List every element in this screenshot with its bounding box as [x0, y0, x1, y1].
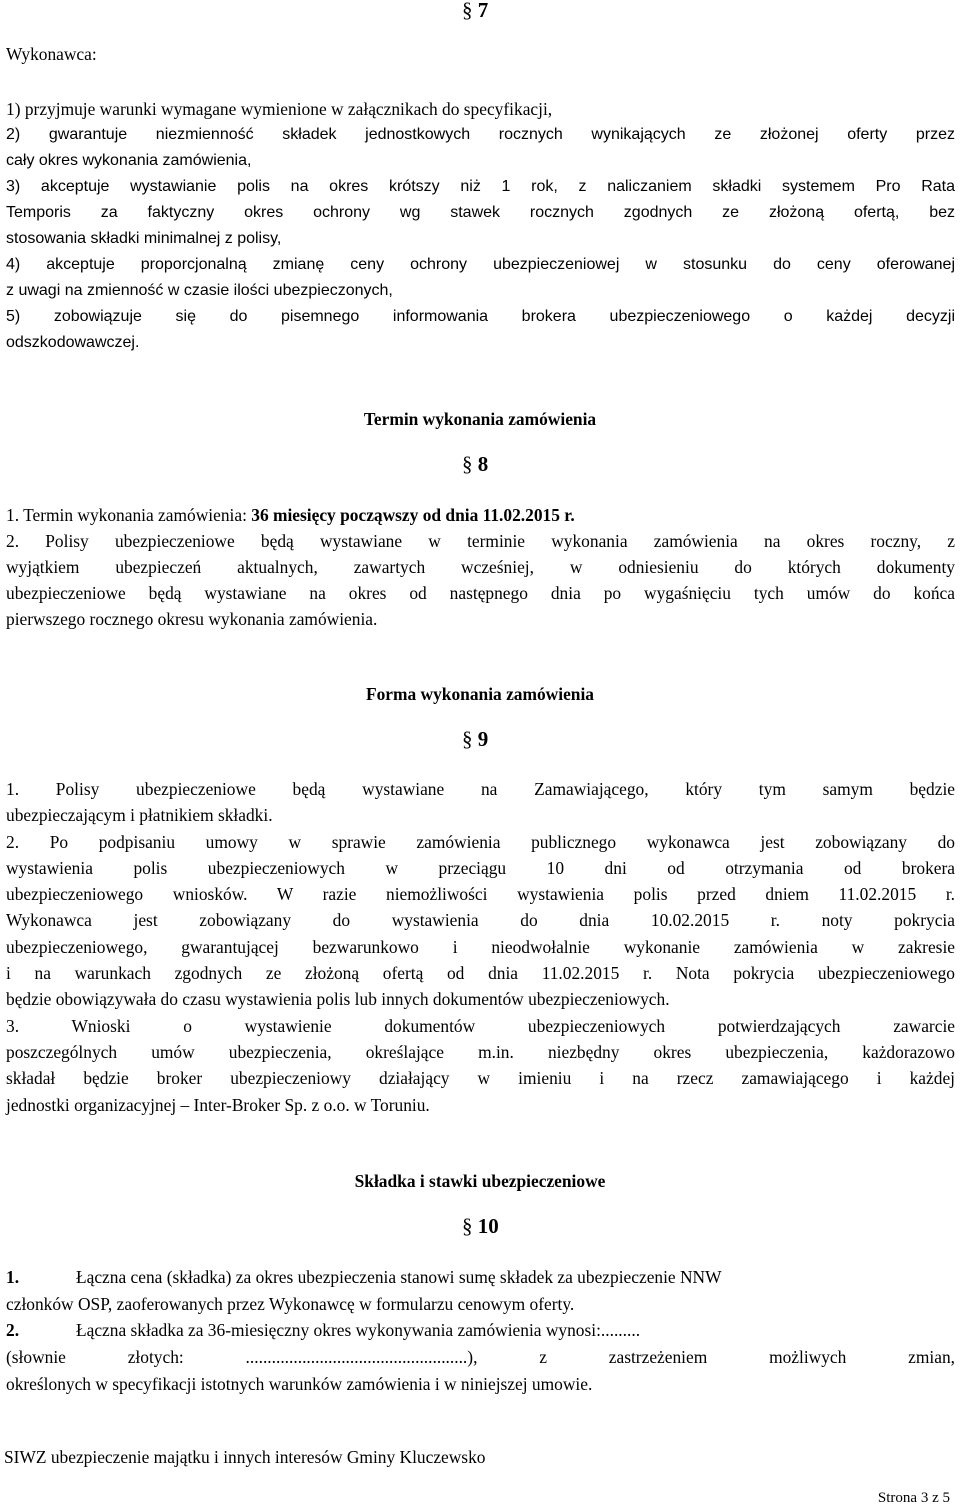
- obligation-line: 5) zobowiązuje się do pisemnego informowania brokera ubezpieczeniowego o każdej decyzji: [6, 308, 955, 325]
- form-line: i na warunkach zgodnych ze złożoną ofertą od dnia 11.02.2015 r. Nota pokrycia ubezpieczeniowego: [6, 963, 955, 983]
- form-line: składał będzie broker ubezpieczeniowy działający w imieniu i na rzecz zamawiającego i każdej: [6, 1068, 955, 1088]
- obligation-line: Temporis za faktyczny okres ochrony wg stawek rocznych zgodnych ze złożoną ofertą, bez: [6, 204, 955, 221]
- form-line: jednostki organizacyjnej – Inter-Broker Sp. z o.o. w Toruniu.: [6, 1095, 430, 1115]
- term-line: ubezpieczeniowe będą wystawiane na okres od następnego dnia po wygaśnięciu tych umów do końca: [6, 583, 955, 603]
- page-number: Strona 3 z 5: [877, 1490, 950, 1506]
- term-line: wyjątkiem ubezpieczeń aktualnych, zawartych wcześniej, w odniesieniu do których dokumenty: [6, 557, 955, 577]
- premium-item-2: 2. Łączna składka za 36-miesięczny okres wykonywania zamówienia wynosi:.........: [6, 1320, 641, 1340]
- obligation-line: 4) akceptuje proporcjonalną zmianę ceny ochrony ubezpieczeniowej w stosunku do ceny oferowanej: [6, 256, 955, 273]
- obligation-line: z uwagi na zmienność w czasie ilości ubezpieczonych,: [6, 282, 393, 299]
- premium-item-1: 1. Łączna cena (składka) za okres ubezpieczenia stanowi sumę składek za ubezpieczenie NNW: [6, 1267, 722, 1287]
- obligation-line: 3) akceptuje wystawianie polis na okres krótszy niż 1 rok, z naliczaniem składki systemem Pro Rata: [6, 178, 955, 195]
- section-10-heading: Składka i stawki ubezpieczeniowe: [354, 1171, 606, 1191]
- section-8-heading: Termin wykonania zamówienia: [363, 409, 597, 429]
- section-9-number: § 9: [462, 727, 489, 751]
- contractor-intro: Wykonawca:: [6, 44, 97, 64]
- term-line: 2. Polisy ubezpieczeniowe będą wystawiane w terminie wykonania zamówienia na okres roczny, z: [6, 531, 955, 551]
- form-line: 2. Po podpisaniu umowy w sprawie zamówienia publicznego wykonawca jest zobowiązany do: [6, 832, 955, 852]
- document-footer: SIWZ ubezpieczenie majątku i innych interesów Gminy Kluczewsko: [4, 1447, 486, 1467]
- form-line: 1. Polisy ubezpieczeniowe będą wystawiane na Zamawiającego, który tym samym będzie: [6, 779, 955, 799]
- obligation-line: cały okres wykonania zamówienia,: [6, 152, 252, 169]
- obligation-line: 2) gwarantuje niezmienność składek jednostkowych rocznych wynikających ze złożonej oferty przez: [6, 126, 955, 143]
- premium-item-1-cont: członków OSP, zaoferowanych przez Wykonawcę w formularzu cenowym oferty.: [6, 1294, 575, 1314]
- premium-item-2-cont: określonych w specyfikacji istotnych warunków zamówienia i w niniejszej umowie.: [6, 1374, 593, 1394]
- section-7-number: § 7: [462, 0, 489, 22]
- term-item-1: 1. Termin wykonania zamówienia: 36 miesięcy począwszy od dnia 11.02.2015 r.: [6, 505, 575, 525]
- section-10-number: § 10: [462, 1214, 499, 1238]
- form-line: ubezpieczeniowego wniosków. W razie niemożliwości wystawienia polis przed dniem 11.02.2015 r.: [6, 884, 955, 904]
- form-line: poszczególnych umów ubezpieczenia, określające m.in. niezbędny okres ubezpieczenia, każdorazowo: [6, 1042, 955, 1062]
- obligation-line: 1) przyjmuje warunki wymagane wymienione w załącznikach do specyfikacji,: [6, 99, 553, 119]
- form-line: wystawienia polis ubezpieczeniowych w przeciągu 10 dni od otrzymania od brokera: [6, 858, 955, 878]
- obligation-line: odszkodowawczej.: [6, 334, 140, 351]
- premium-item-2-cont: (słownie złotych: ...................................................), z zastrzeżeniem możliwych zmian,: [6, 1347, 955, 1367]
- form-line: ubezpieczającym i płatnikiem składki.: [6, 805, 273, 825]
- form-line: Wykonawca jest zobowiązany do wystawienia do dnia 10.02.2015 r. noty pokrycia: [6, 910, 955, 930]
- section-8-number: § 8: [462, 452, 489, 476]
- obligation-line: stosowania składki minimalnej z polisy,: [6, 230, 282, 247]
- form-line: będzie obowiązywała do czasu wystawienia polis lub innych dokumentów ubezpieczeniowych.: [6, 989, 670, 1009]
- form-line: 3. Wnioski o wystawienie dokumentów ubezpieczeniowych potwierdzających zawarcie: [6, 1016, 955, 1036]
- section-9-heading: Forma wykonania zamówienia: [365, 684, 594, 704]
- form-line: ubezpieczeniowego, gwarantującej bezwarunkowo i nieodwołalnie wykonanie zamówienia w zakresie: [6, 937, 955, 957]
- term-line: pierwszego rocznego okresu wykonania zamówienia.: [6, 609, 378, 629]
